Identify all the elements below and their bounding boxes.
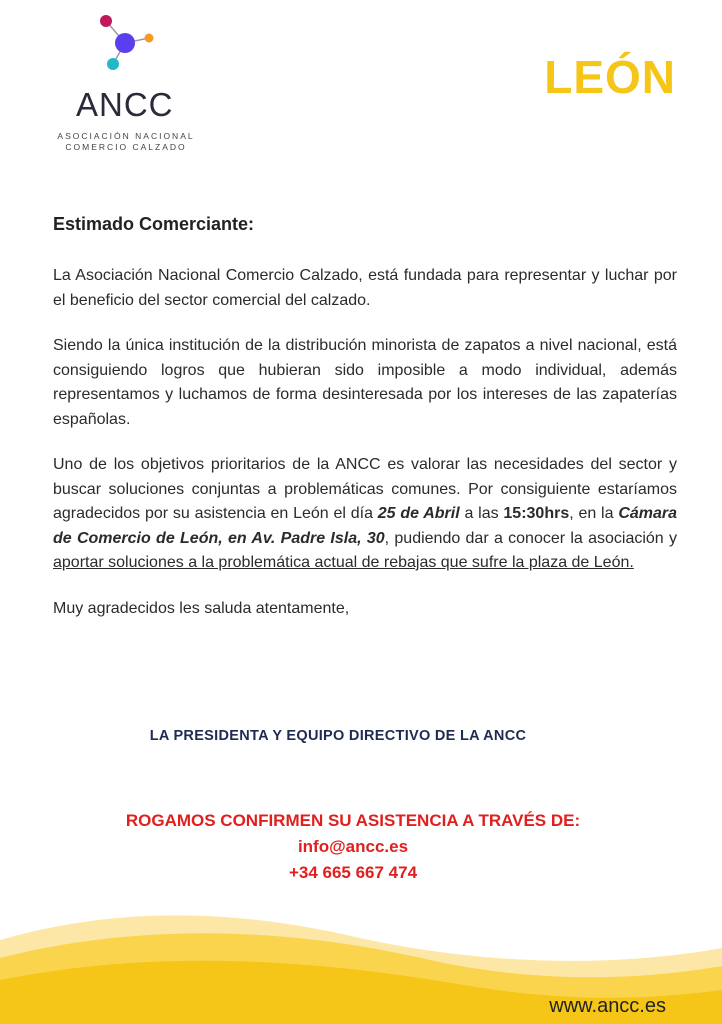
contact-phone[interactable]: +34 665 667 474 <box>288 863 418 882</box>
signature: LA PRESIDENTA Y EQUIPO DIRECTIVO DE LA ANCC <box>149 728 527 744</box>
molecule-logo-icon <box>94 14 164 76</box>
underlined-goal: aportar soluciones a la problemática actual de rebajas que sufre la plaza de León. <box>53 554 634 571</box>
closing-line: Muy agradecidos les saluda atentamente, <box>53 599 350 617</box>
paragraph-2: Siendo la única institución de la distribución minorista de zapatos a nivel nacional, está consiguiendo logros que hubieran sido imposible a modo individual, además representamos y luchamos de forma desinteresada por los intereses de las zapaterías españolas. <box>53 337 677 428</box>
event-time: 15:30hrs <box>503 505 570 522</box>
paragraph-1: La Asociación Nacional Comercio Calzado, está fundada para representar y luchar por el beneficio del sector comercial del calzado. <box>53 267 677 309</box>
paragraph-3 <box>53 453 677 576</box>
website-link[interactable]: www.ancc.es <box>549 995 666 1017</box>
city-title: LEÓN <box>544 51 676 103</box>
confirmation-heading: ROGAMOS CONFIRMEN SU ASISTENCIA A TRAVÉS DE: <box>125 811 581 830</box>
logo-subtitle <box>52 131 200 153</box>
logo-subtitle-line2: COMERCIO CALZADO <box>65 142 187 152</box>
event-place: Cámara de Comercio de León, en Av. Padre Isla, 30 <box>53 505 678 547</box>
p3-text-1: Uno de los objetivos prioritarios de la ANCC es valorar las necesidades del sector y buscar soluciones conjuntas a problemáticas comunes. Por consiguiente estaríamos agradecidos por su asistencia en León el día <box>53 456 677 522</box>
letter-body <box>53 214 677 621</box>
ancc-logo <box>52 14 202 152</box>
logo-abbreviation: ANCC <box>76 86 174 123</box>
logo-subtitle-line1: ASOCIACIÓN NACIONAL <box>57 131 195 141</box>
contact-email[interactable]: info@ancc.es <box>297 837 409 856</box>
salutation: Estimado Comerciante: <box>53 214 255 234</box>
confirmation-block <box>0 808 706 886</box>
event-date: 25 de Abril <box>377 505 460 522</box>
p3-text-3: , en la <box>569 505 619 522</box>
p3-text-4: , pudiendo dar a conocer la asociación y <box>384 529 678 547</box>
p3-text-2: a las <box>459 505 504 522</box>
